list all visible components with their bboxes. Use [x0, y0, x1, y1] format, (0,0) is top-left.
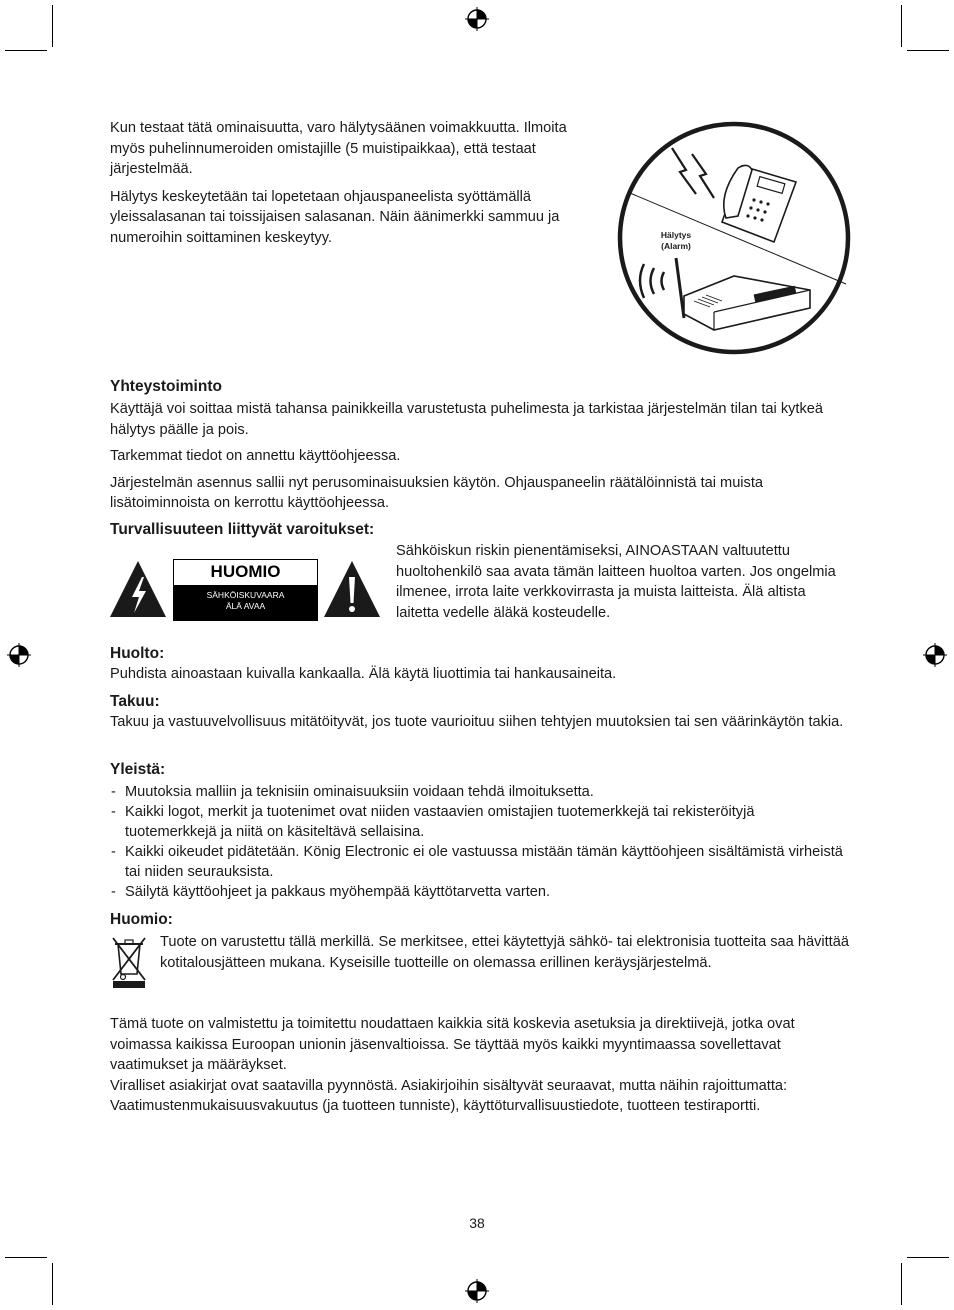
section-heading: Huolto: [110, 645, 165, 662]
crop-mark [52, 1263, 53, 1305]
section-paragraph: Puhdista ainoastaan kuivalla kankaalla. Älä käytä liuottimia tai hankausaineita. [110, 666, 617, 682]
exclamation-warning-icon [322, 559, 382, 619]
section-heading: Yleistä: [110, 761, 166, 778]
intro-paragraph: Hälytys keskeytetään tai lopetetaan ohjauspaneelista syöttämällä yleissalasanan tai toissijaisen salasanan. Näin äänimerkki sammuu ja numeroihin soittaminen keskeytyy. [110, 188, 560, 246]
warning-label-title: HUOMIO [210, 562, 281, 581]
section-heading: Yhteystoiminto [110, 378, 222, 395]
crop-mark [901, 1263, 902, 1305]
crop-mark [907, 50, 949, 51]
section-heading: Turvallisuuteen liittyvät varoitukset: [110, 521, 375, 538]
electric-shock-warning-icon [108, 559, 168, 619]
warning-label-line: SÄHKÖISKUVAARA [206, 590, 285, 600]
list-item: - Kaikki logot, merkit ja tuotenimet ovat niiden vastaavien omistajien tuotemerkkejä tai rekisteröityjä tuotemerkkejä ja niitä on käsiteltävä sellaisina. [110, 802, 850, 842]
intro-section [110, 118, 600, 248]
crop-mark [901, 5, 902, 47]
list-item: - Kaikki oikeudet pidätetään. König Electronic ei ole vastuussa mistään tämän käyttöohjeen sisältämistä virheistä tai niiden seurauksista. [110, 842, 850, 882]
section-paragraph: Takuu ja vastuuvelvollisuus mitätöityvät, jos tuote vaurioituu siihen tehtyjen muutoksien tai sen väärinkäytön takia. [110, 714, 844, 730]
alarm-phone-illustration [614, 118, 854, 358]
warning-label-line: ÄLÄ AVAA [225, 601, 266, 611]
warning-label-text [174, 585, 317, 620]
page-number: 38 [469, 1215, 485, 1231]
section-paragraph: Tarkemmat tiedot on annettu käyttöohjeessa. [110, 448, 401, 464]
section-heading: Takuu: [110, 693, 160, 710]
safety-text: Sähköiskun riskin pienentämiseksi, AINOASTAAN valtuutettu huoltohenkilö saa avata tämän laitteen huoltoa varten. Jos ongelmia ilmenee, irrota laite verkkovirrasta ja muista laitteista. Älä altista laitetta vedelle äläkä kosteudelle. [396, 543, 836, 621]
list-item: - Muutoksia malliin ja teknisiin ominaisuuksiin voidaan tehdä ilmoituksetta. [110, 782, 850, 802]
crop-mark [5, 50, 47, 51]
huomio-warning-label [173, 559, 318, 621]
section-paragraph: Järjestelmän asennus sallii nyt perusominaisuuksien käytön. Ohjauspaneelin räätälöinnistä tai muista lisätoiminnoista on kerrottu käyttöohjeessa. [110, 474, 764, 511]
registration-mark-icon [465, 1279, 489, 1303]
crop-mark [52, 5, 53, 47]
closing-section [110, 1014, 850, 1117]
huolto-section [110, 644, 850, 685]
registration-mark-icon [7, 643, 31, 667]
yhteystoiminto-section [110, 377, 850, 514]
yleista-section [110, 760, 850, 902]
alarm-label: (Alarm) [661, 241, 691, 251]
registration-mark-icon [465, 7, 489, 31]
registration-mark-icon [923, 643, 947, 667]
crop-mark [5, 1257, 47, 1258]
closing-paragraph: Tämä tuote on valmistettu ja toimitettu noudattaen kaikkia sitä koskevia asetuksia ja direktiivejä, jotka ovat voimassa kaikissa Euroopan unionin jäsenvaltioissa. Se täyttää myös kaikki myyntimaassa sovellettavat vaatimukset ja määräykset. [110, 1016, 795, 1073]
general-list [110, 782, 850, 902]
list-item: - Säilytä käyttöohjeet ja pakkaus myöhempää käyttötarvetta varten. [110, 882, 850, 902]
alarm-label: Hälytys [660, 230, 692, 240]
closing-paragraph: Viralliset asiakirjat ovat saatavilla pyynnöstä. Asiakirjoihin sisältyvät seuraavat, mutta näihin rajoittumatta: Vaatimustenmukaisuusvakuutus (ja tuotteen tunniste), käyttöturvallisuustiedote, tuotteen testiraportti. [110, 1077, 788, 1114]
takuu-section [110, 692, 850, 733]
section-heading: Huomio: [110, 911, 173, 928]
crop-mark [907, 1257, 949, 1258]
intro-paragraph: Kun testaat tätä ominaisuutta, varo hälytysäänen voimakkuutta. Ilmoita myös puhelinnumeroiden omistajille (5 muistipaikkaa), että testaat järjestelmää. [110, 120, 567, 177]
section-paragraph: Käyttäjä voi soittaa mistä tahansa painikkeilla varustetusta puhelimesta ja tarkistaa järjestelmän tilan tai kytkeä hälytys päälle ja pois. [110, 401, 824, 438]
huomio-text: Tuote on varustettu tällä merkillä. Se merkitsee, ettei käytettyjä sähkö- tai elektronisia tuotteita saa hävittää kotitalousjätteen mukana. Kyseisille tuotteille on olemassa erillinen keräysjärjestelmä. [160, 934, 849, 971]
weee-crossed-bin-icon [110, 934, 148, 992]
